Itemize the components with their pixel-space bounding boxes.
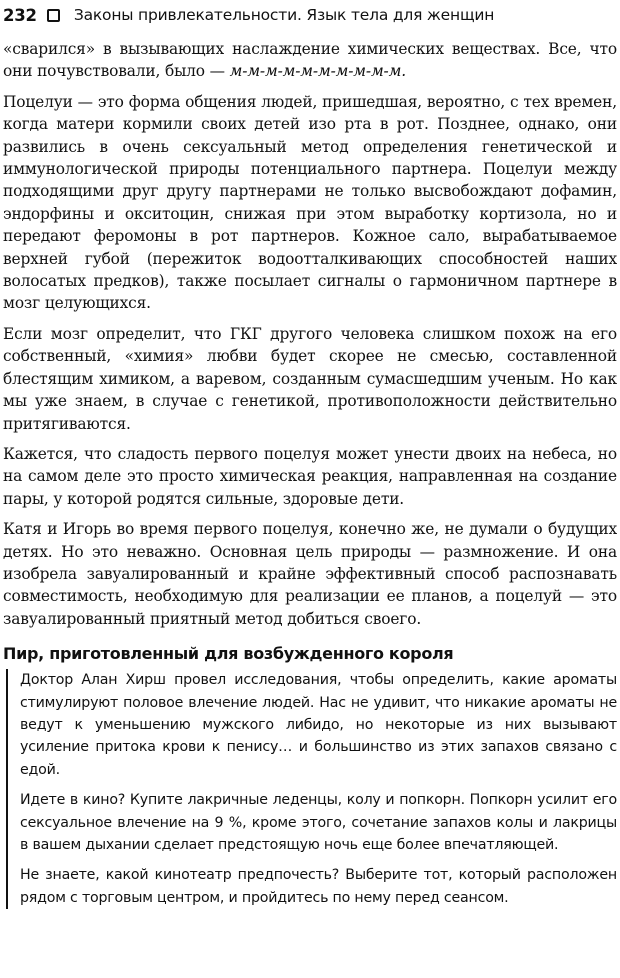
sidebar-paragraph-1: Доктор Алан Хирш провел исследования, чтобы определить, какие ароматы стимулируют половое влечение людей. Нас не удивит, что никакие ароматы не ведут к уменьшению мужского либидо, но некоторые из них вызывают усиление притока крови к пенису… и большинство из этих запахов связано с едой. <box>20 672 617 778</box>
sidebar-box <box>6 669 617 909</box>
paragraph-2: Поцелуи — это форма общения людей, пришедшая, вероятно, с тех времен, когда матери кормили своих детей изо рта в рот. Позднее, однако, они развились в очень сексуальный метод определения генетической и иммунологической природы потенциального партнера. Поцелуи между подходящими друг другу партнерами не только высвобождают дофамин, эндорфины и окситоцин, снижая при этом выработку кортизола, но и передают феромоны в рот партнеров. Кожное сало, вырабатываемое верхней губой (пережиток водоотталкивающих способностей наших волосатых предков), также посылает сигналы о гармоничном партнере в мозг целующихся. <box>3 92 617 313</box>
paragraph-3: Если мозг определит, что ГКГ другого человека слишком похож на его собственный, «химия» любви будет скорее не смесью, составленной блестящим химиком, а варевом, созданным сумасшедшим ученым. Но как мы уже знаем, в случае с генетикой, противоположности действительно притягиваются. <box>3 324 617 433</box>
square-bullet-icon <box>47 9 60 22</box>
sidebar-paragraph-2: Идете в кино? Купите лакричные леденцы, колу и попкорн. Попкорн усилит его сексуальное влечение на 9 %, кроме этого, сочетание запахов колы и лакрицы в вашем дыхании сделает предстоящую ночь еще более впечатляющей. <box>20 792 617 853</box>
paragraph-1-text: «сварился» в вызывающих наслаждение химических веществах. Все, что они почувствовали, было — <box>3 40 617 81</box>
sidebar-paragraph-3: Не знаете, какой кинотеатр предпочесть? Выберите тот, который расположен рядом с торговым центром, и пройдитесь по нему перед сеансом. <box>20 867 617 906</box>
paragraph-5: Катя и Игорь во время первого поцелуя, конечно же, не думали о будущих детях. Но это неважно. Основная цель природы — размножение. И она изобрела завуалированный и крайне эффективный способ распознавать совместимость, необходимую для реализации ее планов, а поцелуй — это завуалированный приятный метод добиться своего. <box>3 520 617 628</box>
sidebar-heading: Пир, приготовленный для возбужденного короля <box>3 644 454 664</box>
running-header <box>3 0 617 30</box>
running-title: Законы привлекательности. Язык тела для женщин <box>73 6 495 24</box>
page-number: 232 <box>3 5 37 25</box>
paragraph-1-emphasis: м-м-м-м-м-м-м-м-м-м. <box>229 62 406 81</box>
paragraph-4: Кажется, что сладость первого поцелуя может унести двоих на небеса, но на самом деле это просто химическая реакция, направленная на создание пары, у которой родятся сильные, здоровые дети. <box>3 444 617 508</box>
paragraph-1 <box>3 38 617 83</box>
